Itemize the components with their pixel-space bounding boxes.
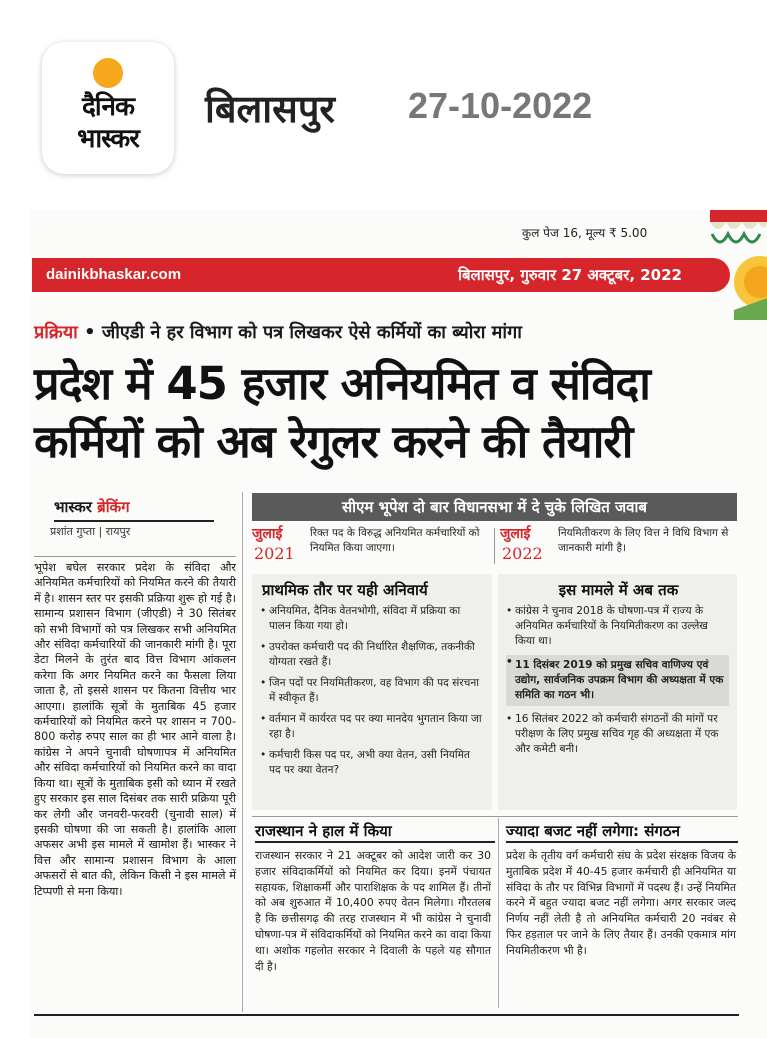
edition-date: 27-10-2022 xyxy=(408,85,593,126)
timeline-month: जुलाई xyxy=(500,526,531,542)
timeline-text: रिक्त पद के विरुद्ध अनियमित कर्मचारियों को नियमित किया जाएगा। xyxy=(310,527,480,554)
site-link[interactable]: dainikbhaskar.com xyxy=(46,266,182,283)
story-columns xyxy=(30,210,767,1038)
requirements-list xyxy=(252,604,492,778)
history-list xyxy=(498,604,737,757)
divider xyxy=(34,556,236,557)
list-item: • 11 दिसंबर 2019 को प्रमुख सचिव वाणिज्य एवं उद्योग, सार्वजनिक उपक्रम विभाग की अध्यक्षता में एक समिति का गठन भी। xyxy=(506,655,729,706)
list-item: • कांग्रेस ने चुनाव 2018 के घोषणा-पत्र में राज्य के अनियमित कर्मचारियों के नियमितीकरण का उल्लेख किया था। xyxy=(506,604,729,649)
logo-text-line2: भास्कर xyxy=(77,124,139,154)
rajasthan-body: राजस्थान सरकार ने 21 अक्टूबर को आदेश जारी कर 30 हजार संविदाकर्मियों को नियमित कर दिया। इनमें पंचायत सहायक, शिक्षाकर्मी और पाराशिक्षक के पद शामिल हैं। तीनों को अब शुरुआत में 10,400 रुपए वेतन मिलेगा। गौरतलब है कि छत्तीसगढ़ की तरह राजस्थान में भी कांग्रेस ने चुनावी घोषणा-पत्र में संविदाकर्मियों को नियमित करने का वादा किया था। अशोक गहलोत सरकार ने दिवाली के पहले यह सौगात दी है। xyxy=(255,849,491,973)
timeline-month: जुलाई xyxy=(252,526,283,542)
timeline-text: नियमितीकरण के लिए वित्त ने विधि विभाग से जानकारी मांगी है। xyxy=(558,527,729,554)
logo-text-line1: दैनिक xyxy=(82,92,134,122)
timeline-year: 2021 xyxy=(254,544,295,563)
timeline-entry xyxy=(500,526,738,566)
heading-underline xyxy=(255,841,495,843)
edition-city: बिलासपुर xyxy=(205,87,335,131)
column-divider xyxy=(498,818,499,1008)
list-item: • 16 सितंबर 2022 को कर्मचारी संगठनों की मांगों पर परीक्षण के लिए प्रमुख सचिव गृह की अध्यक्षता में एक और कमेटी बनी। xyxy=(506,712,729,757)
rajasthan-heading: राजस्थान ने हाल में किया xyxy=(255,822,392,840)
dainik-bhaskar-logo[interactable] xyxy=(42,42,174,174)
history-box xyxy=(498,574,737,810)
kicker-text: • जीएडी ने हर विभाग को पत्र लिखकर ऐसे कर्मियों का ब्योरा मांगा xyxy=(77,322,522,343)
divider xyxy=(252,816,738,817)
bhaskar-breaking-label xyxy=(54,497,214,522)
timeline-divider xyxy=(494,528,495,564)
requirements-title: प्राथमिक तौर पर यही अनिवार्य xyxy=(262,581,428,599)
dateline: बिलासपुर, गुरुवार 27 अक्टूबर, 2022 xyxy=(458,266,682,284)
heading-underline xyxy=(506,841,738,843)
byline: प्रशांत गुप्ता | रायपुर xyxy=(50,525,131,538)
requirements-box xyxy=(252,574,492,810)
list-item: • कर्मचारी किस पद पर, अभी क्या वेतन, उसी नियमित पद पर क्या वेतन? xyxy=(260,748,484,778)
sun-icon xyxy=(93,58,123,88)
page-bottom-rule xyxy=(34,1014,739,1016)
history-title: इस मामले में अब तक xyxy=(558,581,679,599)
budget-body: प्रदेश के तृतीय वर्ग कर्मचारी संघ के प्रदेश संरक्षक विजय के मुताबिक प्रदेश में 40-45 हजार कर्मचारी ही अनियमित या संविदा के तौर पर विभिन्न विभागों में पदस्थ हैं। उन्हें नियमित करने में बहुत ज्यादा बजट नहीं लगेगा। अगर सरकार जल्द निर्णय नहीं लेती है तो अनियमित कर्मचारी 20 नवंबर से फिर हड़ताल पर जाने के लिए तैयार हैं। उनकी एकमात्र मांग नियमितीकरण भी है। xyxy=(506,849,736,957)
column-divider xyxy=(242,492,243,1012)
timeline-entry xyxy=(252,526,490,566)
brand-part-b: ब्रेकिंग xyxy=(97,498,130,516)
main-headline: प्रदेश में 45 हजार अनियमित व संविदा कर्मियों को अब रेगुलर करने की तैयारी xyxy=(34,357,650,468)
story-body: भूपेश बघेल सरकार प्रदेश के संविदा और अनियमित कर्मचारियों को नियमित करने की तैयारी में है। शासन स्तर पर इसकी प्रक्रिया शुरू हो गई है। सामान्य प्रशासन विभाग (जीएडी) ने 30 सितंबर को सभी विभागों को पत्र लिखकर सभी अनियमित और संविदा कर्मचारियों की जानकारी मांगी है। पूरा डेटा मिलने के तुरंत बाद वित्त विभाग आंकलन करेगा कि अगर नियमित करने का फैसला लिया जाता है, तो इससे शासन पर कितना वित्तीय भार आएगा। हालांकि सूत्रों के मुताबिक 45 हजार कर्मचारियों को नियमित करने पर शासन न 700-800 करोड़ रुपए साल का ही भार आने वाला है। कांग्रेस ने अपने चुनावी घोषणापत्र में अनियमित और संविदा कर्मचारियों को नियमित करने का वादा किया था। सूत्रों के मुताबिक इसी को ध्यान में रखते हुए सरकार इस साल दिसंबर तक सारी प्रक्रिया पूरी कर लेगी और जनवरी-फरवरी (चुनावी साल) में इसकी घोषणा की जा सकती है। हालांकि आला अफसर अभी इस मामले में खामोश हैं। भास्कर ने वित्त और सामान्य प्रशासन विभाग के आला अफसरों से बात की, लेकिन किसी ने इस मामले में टिप्पणी से मना किया। xyxy=(34,561,236,898)
cm-banner: सीएम भूपेश दो बार विधानसभा में दे चुके लिखित जवाब xyxy=(252,493,737,521)
timeline-year: 2022 xyxy=(502,544,543,563)
list-item: • जिन पदों पर नियमितीकरण, वह विभाग की पद संरचना में स्वीकृत हैं। xyxy=(260,676,484,706)
brand-part-a: भास्कर xyxy=(54,498,98,516)
page-count-price: कुल पेज 16, मूल्य ₹ 5.00 xyxy=(522,226,648,240)
list-item: • उपरोक्त कर्मचारी पद की निर्धारित शैक्षणिक, तकनीकी योग्यता रखते हैं। xyxy=(260,640,484,670)
kicker-tag: प्रक्रिया xyxy=(34,322,78,343)
list-item: • वर्तमान में कार्यरत पद पर क्या मानदेय भुगतान किया जा रहा है। xyxy=(260,712,484,742)
budget-heading: ज्यादा बजट नहीं लगेगा: संगठन xyxy=(506,822,680,840)
list-item: • अनियमित, दैनिक वेतनभोगी, संविदा में प्रक्रिया का पालन किया गया हो। xyxy=(260,604,484,634)
